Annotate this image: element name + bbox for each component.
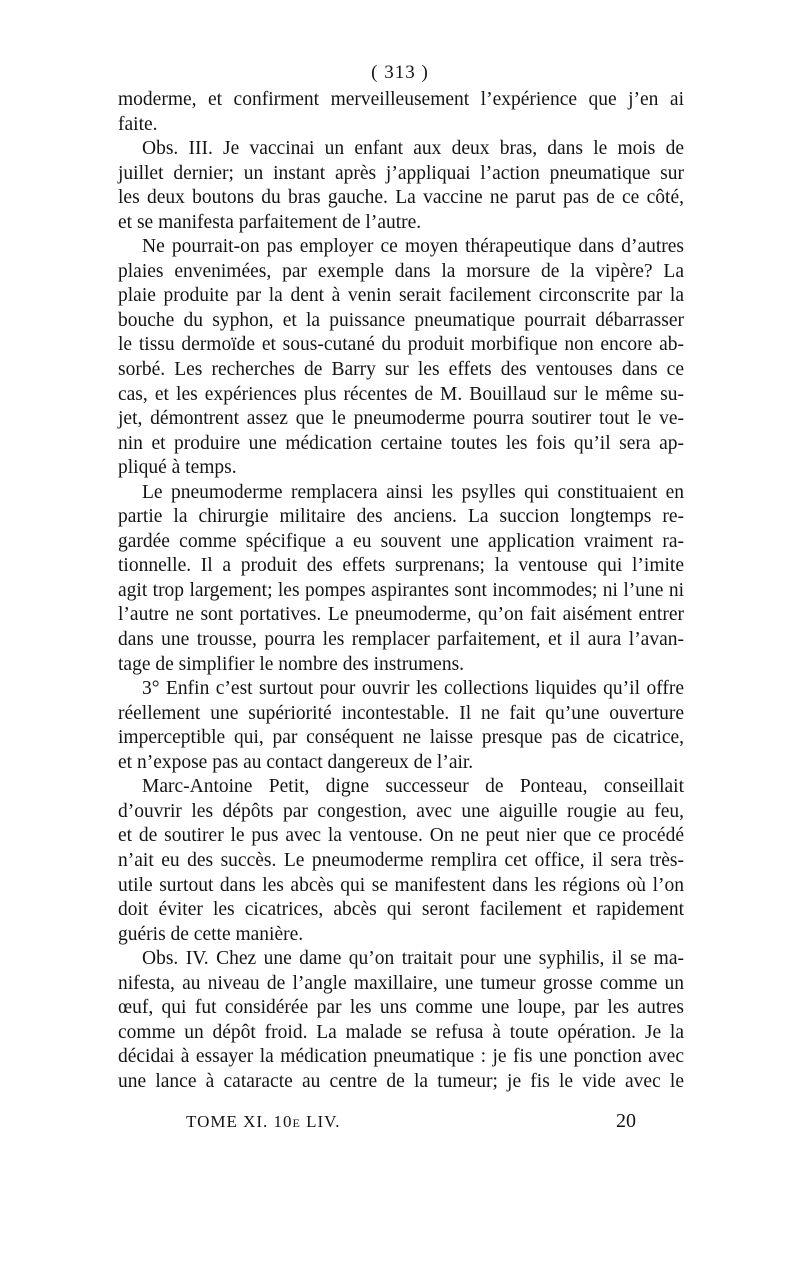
text-line: utile surtout dans les abcès qui se manifestent dans les régions où l’on xyxy=(118,874,684,896)
text-line: moderme, et confirment merveilleusement l’expérience que j’en ai xyxy=(118,89,684,110)
text-line: et de soutirer le pus avec la ventouse. On ne peut nier que ce procédé xyxy=(118,825,684,847)
text-line: cas, et les expériences plus récentes de M. Bouillaud sur le même su- xyxy=(118,383,684,405)
text-line: et se manifesta parfaitement de l’autre. xyxy=(118,211,422,233)
text-line: pliqué à temps. xyxy=(118,457,237,479)
text-line: Obs. IV. Chez une dame qu’on traitait pour une syphilis, il se ma- xyxy=(142,948,684,970)
folio-number: 20 xyxy=(616,1110,636,1132)
text-line: guéris de cette manière. xyxy=(118,923,304,945)
page-footer xyxy=(186,1112,636,1138)
text-line: comme un dépôt froid. La malade se refusa à toute opération. Je la xyxy=(118,1021,684,1043)
text-line: nifesta, au niveau de l’angle maxillaire, une tumeur grosse comme un xyxy=(118,972,684,994)
text-line: gardée comme spécifique a eu souvent une application vraiment ra- xyxy=(118,530,684,552)
text-line: Ne pourrait-on pas employer ce moyen thérapeutique dans d’autres xyxy=(142,236,684,258)
text-line: Obs. III. Je vaccinai un enfant aux deux bras, dans le mois de xyxy=(142,138,684,160)
text-line: le tissu dermoïde et sous-cutané du produit morbifique non encore ab- xyxy=(118,334,684,356)
text-line: tage de simplifier le nombre des instrumens. xyxy=(118,653,465,675)
text-line: bouche du syphon, et la puissance pneumatique pourrait débarrasser xyxy=(118,309,684,331)
text-line: doit éviter les cicatrices, abcès qui seront facilement et rapidement xyxy=(118,899,684,921)
text-line: et n’expose pas au contact dangereux de l’air. xyxy=(118,751,474,773)
text-line: plaie produite par la dent à venin serait facilement circonscrite par la xyxy=(118,285,684,307)
text-line: Marc-Antoine Petit, digne successeur de Ponteau, conseillait xyxy=(142,776,684,798)
text-line: Le pneumoderme remplacera ainsi les psylles qui constituaient en xyxy=(142,481,684,503)
text-line: réellement une supériorité incontestable. Il ne fait qu’une ouverture xyxy=(118,702,684,724)
text-line: faite. xyxy=(118,113,158,135)
text-line: nin et produire une médication certaine toutes les fois qu’il sera ap- xyxy=(118,432,684,454)
page-number: ( 313 ) xyxy=(371,62,429,83)
text-line: plaies envenimées, par exemple dans la morsure de la vipère? La xyxy=(118,260,684,282)
text-line: jet, démontrent assez que le pneumoderme pourra soutirer tout le ve- xyxy=(118,408,684,430)
text-line: imperceptible qui, par conséquent ne laisse presque pas de cicatrice, xyxy=(118,727,684,749)
text-line: dans une trousse, pourra les remplacer parfaitement, et il aura l’avan- xyxy=(118,629,684,651)
text-line: œuf, qui fut considérée par les uns comme une loupe, par les autres xyxy=(118,997,684,1019)
text-line: partie la chirurgie militaire des anciens. La succion longtemps re- xyxy=(118,506,684,528)
text-line: sorbé. Les recherches de Barry sur les effets des ventouses dans ce xyxy=(118,359,684,381)
text-line: une lance à cataracte au centre de la tumeur; je fis le vide avec le xyxy=(118,1070,684,1092)
text-line: décidai à essayer la médication pneumatique : je fis une ponction avec xyxy=(118,1046,684,1068)
text-line: l’autre ne sont portatives. Le pneumoderme, qu’on fait aisément entrer xyxy=(118,604,684,626)
body-text xyxy=(118,88,684,1094)
text-line: d’ouvrir les dépôts par congestion, avec une aiguille rougie au feu, xyxy=(118,800,684,822)
text-line: agit trop largement; les pompes aspirantes sont incommodes; ni l’une ni xyxy=(118,579,684,601)
text-line: 3° Enfin c’est surtout pour ouvrir les collections liquides qu’il offre xyxy=(142,678,684,700)
text-line: juillet dernier; un instant après j’appliquai l’action pneumatique sur xyxy=(118,162,684,184)
text-line: les deux boutons du bras gauche. La vaccine ne parut pas de ce côté, xyxy=(118,187,684,209)
text-line: tionnelle. Il a produit des effets surprenans; la ventouse qui l’imite xyxy=(118,555,684,577)
text-line: n’ait eu des succès. Le pneumoderme remplira cet office, il sera très- xyxy=(118,849,684,871)
signature-mark: TOME XI. 10e LIV. xyxy=(186,1112,341,1131)
